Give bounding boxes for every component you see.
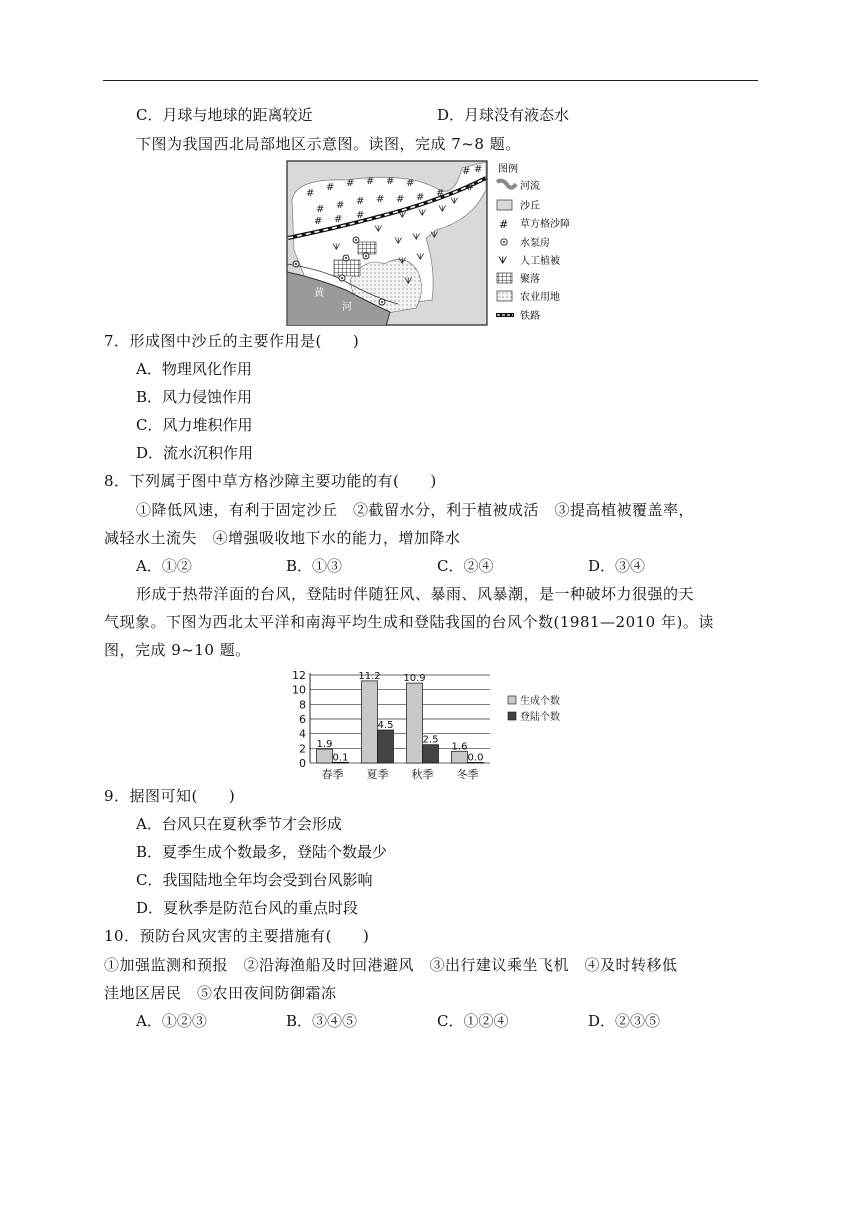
checkerboard-mark: # bbox=[334, 214, 343, 225]
q7-option-c: C．风力堆积作用 bbox=[136, 416, 253, 434]
y-tick-label: 6 bbox=[299, 713, 306, 726]
pump-dot bbox=[355, 239, 357, 241]
legend-title: 图例 bbox=[498, 164, 518, 175]
q10-option-d: D．②③⑤ bbox=[588, 1012, 661, 1030]
x-tick-label: 冬季 bbox=[456, 768, 479, 781]
legend-vegetation-icon: ᗐ bbox=[498, 256, 508, 267]
checkerboard-mark: # bbox=[406, 178, 415, 189]
checkerboard-mark: # bbox=[346, 178, 355, 189]
y-tick-label: 10 bbox=[292, 683, 306, 697]
data-label: 1.9 bbox=[316, 739, 333, 751]
data-label: 11.2 bbox=[358, 670, 381, 682]
header-rule bbox=[103, 80, 758, 81]
q10-choices-line1: ①加强监测和预报 ②沿海渔船及时回港避风 ③出行建议乘坐飞机 ④及时转移低 bbox=[104, 956, 678, 974]
legend-checkerboard-icon: # bbox=[499, 218, 509, 231]
legend-agri: 农业用地 bbox=[520, 292, 560, 303]
data-label: 4.5 bbox=[377, 720, 394, 731]
northwest-region-map bbox=[286, 160, 576, 326]
q9-stem: 9．据图可知( ) bbox=[104, 787, 236, 805]
checkerboard-mark: # bbox=[474, 164, 483, 175]
checkerboard-mark: # bbox=[416, 192, 425, 203]
checkerboard-mark: # bbox=[462, 166, 471, 177]
q10-option-c: C．①②④ bbox=[437, 1012, 509, 1030]
legend-checkerboard: 草方格沙障 bbox=[520, 219, 570, 230]
legend-agri-icon bbox=[497, 291, 512, 301]
settlement bbox=[334, 260, 360, 276]
legend-label: 生成个数 bbox=[520, 696, 560, 707]
legend-settlement: 聚落 bbox=[520, 274, 540, 285]
vegetation-mark: ᗐ bbox=[404, 277, 413, 287]
checkerboard-mark: # bbox=[356, 196, 365, 207]
settlement bbox=[358, 242, 376, 254]
q6-option-c: C．月球与地球的距离较近 bbox=[136, 106, 313, 124]
vegetation-mark: ᗐ bbox=[332, 243, 341, 253]
q9-option-a: A．台风只在夏秋季节才会形成 bbox=[136, 815, 342, 833]
bar-生成个数 bbox=[362, 681, 378, 763]
checkerboard-mark: # bbox=[366, 176, 375, 187]
y-tick-label: 8 bbox=[299, 698, 306, 712]
checkerboard-mark: # bbox=[316, 204, 325, 215]
legend-vegetation: 人工植被 bbox=[520, 256, 560, 267]
checkerboard-mark: # bbox=[326, 182, 335, 193]
vegetation-mark: ᗐ bbox=[450, 197, 459, 207]
y-tick-label: 4 bbox=[299, 727, 306, 741]
q7-option-a: A．物理风化作用 bbox=[136, 360, 252, 378]
checkerboard-mark: # bbox=[306, 188, 315, 199]
intro-q9-10-line2: 气现象。下图为西北太平洋和南海平均生成和登陆我国的台风个数(1981—2010 年)。读 bbox=[104, 613, 714, 631]
checkerboard-mark: # bbox=[396, 194, 405, 205]
q7-option-b: B．风力侵蚀作用 bbox=[136, 388, 253, 406]
legend-settlement-icon bbox=[497, 273, 512, 283]
q8-option-c: C．②④ bbox=[437, 557, 494, 575]
data-label: 1.6 bbox=[451, 741, 468, 753]
river-label-2: 河 bbox=[342, 302, 352, 313]
intro-q9-10-line1: 形成于热带洋面的台风，登陆时伴随狂风、暴雨、风暴潮，是一种破坏力很强的天 bbox=[136, 585, 695, 603]
data-label: 2.5 bbox=[422, 734, 439, 746]
legend-label: 登陆个数 bbox=[520, 712, 560, 723]
q8-choices-line2: 减轻水土流失 ④增强吸收地下水的能力，增加降水 bbox=[104, 529, 461, 547]
vegetation-mark: ᗐ bbox=[374, 225, 383, 235]
pump-dot bbox=[365, 255, 367, 257]
vegetation-mark: ᗐ bbox=[418, 209, 427, 219]
x-tick-label: 夏季 bbox=[366, 768, 389, 781]
intro-q9-10-line3: 图，完成 9~10 题。 bbox=[104, 641, 251, 659]
q10-stem: 10．预防台风灾害的主要措施有( ) bbox=[104, 927, 370, 945]
pump-dot bbox=[345, 257, 347, 259]
pump-dot bbox=[295, 263, 297, 265]
q8-option-d: D．③④ bbox=[588, 557, 646, 575]
legend-dune-icon bbox=[497, 200, 512, 210]
checkerboard-mark: # bbox=[356, 210, 365, 221]
y-tick-label: 12 bbox=[292, 669, 306, 682]
checkerboard-mark: # bbox=[466, 182, 475, 193]
q8-choices-line1: ①降低风速，有利于固定沙丘 ②截留水分，利于植被成活 ③提高植被覆盖率， bbox=[136, 501, 695, 519]
intro-q7-8: 下图为我国西北局部地区示意图。读图，完成 7~8 题。 bbox=[136, 135, 521, 153]
vegetation-mark: ᗐ bbox=[412, 233, 421, 243]
q8-option-a: A．①② bbox=[136, 557, 192, 575]
y-tick-label: 0 bbox=[299, 757, 306, 770]
legend-dune: 沙丘 bbox=[520, 201, 540, 212]
legend-river-icon bbox=[497, 181, 516, 188]
pump-dot bbox=[381, 301, 383, 303]
legend-swatch bbox=[508, 712, 516, 720]
q8-stem: 8．下列属于图中草方格沙障主要功能的有( ) bbox=[104, 472, 437, 490]
bar-登陆个数 bbox=[378, 730, 394, 763]
checkerboard-mark: # bbox=[386, 176, 395, 187]
x-tick-label: 春季 bbox=[321, 768, 344, 781]
vegetation-mark: ᗐ bbox=[398, 211, 407, 221]
bar-登陆个数 bbox=[423, 745, 439, 763]
map-legend bbox=[496, 162, 570, 322]
typhoon-bar-chart bbox=[288, 664, 588, 784]
vegetation-mark: ᗐ bbox=[394, 237, 403, 247]
checkerboard-mark: # bbox=[436, 188, 445, 199]
checkerboard-mark: # bbox=[336, 200, 345, 211]
q8-option-b: B．①③ bbox=[286, 557, 343, 575]
legend-swatch bbox=[508, 696, 516, 704]
vegetation-mark: ᗐ bbox=[430, 231, 439, 241]
x-tick-label: 秋季 bbox=[411, 768, 434, 781]
vegetation-mark: ᗐ bbox=[416, 253, 425, 263]
checkerboard-mark: # bbox=[314, 216, 323, 227]
q7-stem: 7．形成图中沙丘的主要作用是( ) bbox=[104, 332, 360, 350]
legend-river: 河流 bbox=[520, 181, 540, 192]
q10-choices-line2: 洼地区居民 ⑤农田夜间防御霜冻 bbox=[104, 984, 337, 1002]
pump-dot bbox=[341, 277, 343, 279]
data-label: 0.1 bbox=[332, 752, 349, 764]
y-tick-label: 2 bbox=[299, 742, 306, 756]
checkerboard-mark: # bbox=[376, 194, 385, 205]
bar-生成个数 bbox=[407, 683, 423, 763]
q6-option-d: D．月球没有液态水 bbox=[437, 106, 570, 124]
river-label-1: 黄 bbox=[314, 288, 324, 299]
data-label: 10.9 bbox=[403, 673, 426, 685]
legend-pump: 水泵房 bbox=[520, 238, 550, 249]
q9-option-c: C．我国陆地全年均会受到台风影响 bbox=[136, 871, 373, 889]
q10-option-a: A．①②③ bbox=[136, 1012, 207, 1030]
bar-生成个数 bbox=[452, 751, 468, 763]
q9-option-b: B．夏季生成个数最多，登陆个数最少 bbox=[136, 843, 388, 861]
vegetation-mark: ᗐ bbox=[438, 205, 447, 215]
legend-railway: 铁路 bbox=[520, 311, 540, 322]
vegetation-mark: ᗐ bbox=[398, 257, 407, 267]
q7-option-d: D．流水沉积作用 bbox=[136, 444, 254, 462]
data-label: 0.0 bbox=[467, 752, 484, 764]
bar-生成个数 bbox=[317, 749, 333, 763]
q10-option-b: B．③④⑤ bbox=[286, 1012, 358, 1030]
q9-option-d: D．夏秋季是防范台风的重点时段 bbox=[136, 899, 359, 917]
